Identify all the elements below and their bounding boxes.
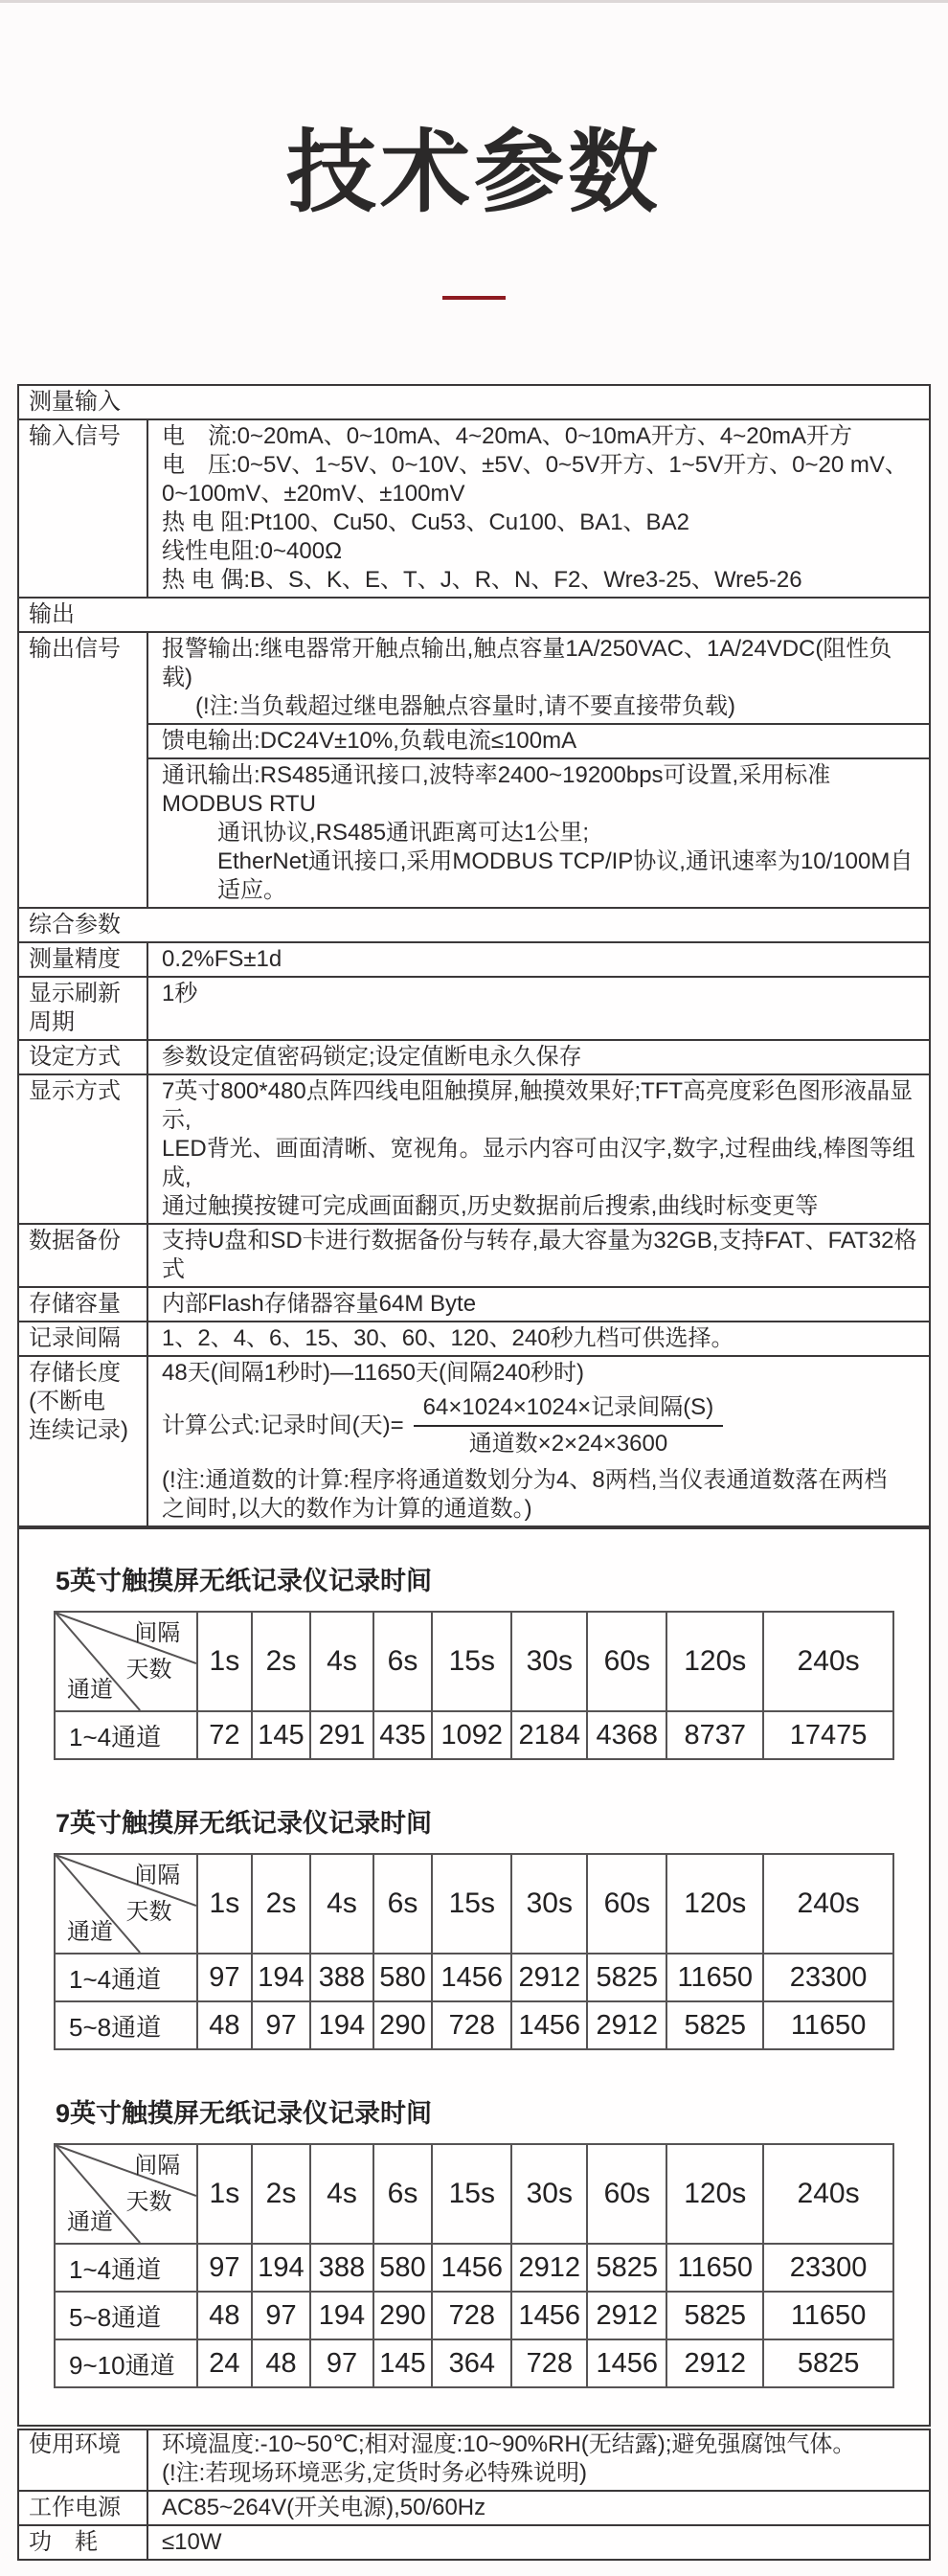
- corner-label-days: 天数: [125, 1657, 172, 1683]
- record-days-value-cell: 364: [432, 2339, 511, 2387]
- spec-row-value: 0.2%FS±1d: [162, 946, 282, 972]
- record-days-value-cell: 194: [310, 2001, 373, 2049]
- record-days-value-cell: 11650: [666, 1954, 763, 2001]
- record-days-value-cell: 2912: [511, 2244, 587, 2292]
- interval-header-cell: 30s: [511, 1612, 587, 1711]
- value-line: 通讯输出:RS485通讯接口,波特率2400~19200bps可设置,采用标准MODBUS RTU: [162, 762, 831, 817]
- record-time-formula: [162, 1393, 921, 1458]
- interval-header-cell: 120s: [666, 2144, 763, 2244]
- spec-row-label: 输入信号: [19, 420, 148, 597]
- spec-table: [17, 384, 931, 1527]
- record-days-value-cell: 2912: [511, 1954, 587, 2001]
- spec-section-header-row: [19, 907, 929, 941]
- record-days-value-cell: 1092: [432, 1711, 511, 1759]
- record-days-value-cell: 1456: [511, 2001, 587, 2049]
- record-table-row: [55, 2339, 893, 2387]
- record-table-row: [55, 2292, 893, 2339]
- channel-label-cell: 5~8通道: [55, 2292, 197, 2339]
- corner-label-interval: 间隔: [134, 1620, 181, 1646]
- record-table-row: [55, 2001, 893, 2049]
- page-title: 技术参数: [285, 122, 662, 222]
- diagonal-corner-cell: [55, 2144, 197, 2244]
- record-days-value-cell: 2912: [587, 2001, 666, 2049]
- spec-row-label: 功 耗: [19, 2526, 148, 2559]
- spec-row-accuracy: [19, 941, 929, 976]
- spec-row-value: [148, 420, 929, 597]
- spec-row-value: [148, 1357, 929, 1525]
- storage-range-line: 48天(间隔1秒时)—11650天(间隔240秒时): [162, 1360, 585, 1386]
- interval-header-cell: 4s: [310, 2144, 373, 2244]
- record-days-value-cell: 5825: [666, 2001, 763, 2049]
- channel-label-cell: 5~8通道: [55, 2001, 197, 2049]
- interval-header-cell: 240s: [763, 1854, 893, 1954]
- interval-header-cell: 240s: [763, 1612, 893, 1711]
- record-days-value-cell: 2912: [587, 2292, 666, 2339]
- interval-header-cell: 15s: [432, 1854, 511, 1954]
- spec-section-header-row: [19, 597, 929, 631]
- corner-label-channel: 通道: [67, 2209, 113, 2235]
- spec-row-value: 参数设定值密码锁定;设定值断电永久保存: [162, 1044, 582, 1070]
- record-table-container: [54, 1853, 894, 2050]
- value-line: 通讯协议,RS485通讯距离可达1公里;: [217, 820, 590, 846]
- interval-header-cell: 6s: [373, 2144, 432, 2244]
- value-line: LED背光、画面清晰、宽视角。显示内容可由汉字,数字,过程曲线,棒图等组成,: [162, 1136, 915, 1190]
- spec-row-label: 显示方式: [19, 1075, 148, 1223]
- record-days-value-cell: 290: [373, 2292, 432, 2339]
- record-table-title: 7英寸触摸屏无纸记录仪记录时间: [56, 1809, 433, 1838]
- value-line: 电 压:0~5V、1~5V、0~10V、±5V、0~5V开方、1~5V开方、0~20 mV、: [162, 452, 908, 478]
- env-row-power-supply: [19, 2490, 929, 2524]
- value-line-note: (!注:当负载超过继电器触点容量时,请不要直接带负载): [195, 693, 735, 719]
- spec-row-value: [148, 633, 929, 907]
- title-accent-underline: [442, 296, 506, 300]
- section-header-output: 输出: [29, 601, 75, 627]
- spec-row-label: 测量精度: [19, 943, 148, 976]
- record-days-value-cell: 11650: [666, 2244, 763, 2292]
- record-days-value-cell: 8737: [666, 1711, 763, 1759]
- value-line-note: 之间时,以大的数作为计算的通道数。): [162, 1496, 532, 1522]
- spec-row-value: AC85~264V(开关电源),50/60Hz: [162, 2495, 486, 2520]
- interval-header-cell: 30s: [511, 2144, 587, 2244]
- record-days-value-cell: 5825: [587, 2244, 666, 2292]
- record-time-table: [54, 1611, 894, 1760]
- spec-row-label: 使用环境: [19, 2429, 148, 2490]
- spec-row-storage-length: [19, 1355, 929, 1525]
- spec-row-label: 工作电源: [19, 2492, 148, 2524]
- record-days-value-cell: 291: [310, 1711, 373, 1759]
- interval-header-cell: 60s: [587, 2144, 666, 2244]
- spec-row-label: 记录间隔: [19, 1322, 148, 1355]
- value-line: 通过触摸按键可完成画面翻页,历史数据前后搜索,曲线时标变更等: [162, 1193, 819, 1219]
- interval-header-cell: 120s: [666, 1612, 763, 1711]
- corner-label-interval: 间隔: [134, 2153, 181, 2179]
- record-days-value-cell: 2184: [511, 1711, 587, 1759]
- record-days-value-cell: 145: [252, 1711, 310, 1759]
- interval-header-cell: 2s: [252, 2144, 310, 2244]
- section-header-measure-input: 测量输入: [29, 389, 121, 415]
- comm-output-cell: [148, 757, 929, 907]
- spec-row-value: 1秒: [162, 981, 198, 1006]
- value-line: 0~100mV、±20mV、±100mV: [162, 481, 465, 507]
- record-table-header-row: [55, 1854, 893, 1954]
- spec-row-value: [148, 1075, 929, 1223]
- label-line: 显示刷新: [29, 981, 121, 1006]
- record-days-value-cell: 17475: [763, 1711, 893, 1759]
- content-area: [17, 384, 931, 2561]
- interval-header-cell: 4s: [310, 1612, 373, 1711]
- record-table-container: [54, 1611, 894, 1760]
- record-days-value-cell: 728: [511, 2339, 587, 2387]
- label-line: (不断电: [29, 1389, 105, 1414]
- record-days-value-cell: 728: [432, 2292, 511, 2339]
- value-line: EtherNet通讯接口,采用MODBUS TCP/IP协议,通讯速率为10/100M自适应。: [217, 848, 914, 903]
- spec-row-label: 设定方式: [19, 1041, 148, 1073]
- interval-header-cell: 1s: [197, 2144, 252, 2244]
- label-line: 周期: [29, 1009, 75, 1035]
- record-table-block-7inch: [54, 1802, 894, 2050]
- value-line-note: (!注:若现场环境恶劣,定货时务必特殊说明): [162, 2460, 587, 2486]
- record-days-value-cell: 194: [252, 1954, 310, 2001]
- diagonal-corner-cell: [55, 1854, 197, 1954]
- corner-label-interval: 间隔: [134, 1863, 181, 1888]
- corner-label-days: 天数: [125, 2189, 172, 2215]
- interval-header-cell: 1s: [197, 1854, 252, 1954]
- record-days-value-cell: 728: [432, 2001, 511, 2049]
- spec-row-record-interval: [19, 1321, 929, 1355]
- spec-row-output-signal: [19, 631, 929, 907]
- record-table-row: [55, 2244, 893, 2292]
- spec-row-data-backup: [19, 1223, 929, 1286]
- channel-label-cell: 1~4通道: [55, 2244, 197, 2292]
- record-days-value-cell: 1456: [587, 2339, 666, 2387]
- record-days-value-cell: 48: [252, 2339, 310, 2387]
- record-days-value-cell: 97: [252, 2001, 310, 2049]
- value-line: 线性电阻:0~400Ω: [162, 538, 343, 564]
- spec-row-setting-mode: [19, 1039, 929, 1073]
- channel-label-cell: 9~10通道: [55, 2339, 197, 2387]
- record-days-value-cell: 580: [373, 1954, 432, 2001]
- spec-row-label: 输出信号: [19, 633, 148, 907]
- record-days-value-cell: 4368: [587, 1711, 666, 1759]
- spec-row-value: ≤10W: [162, 2529, 222, 2555]
- interval-header-cell: 60s: [587, 1854, 666, 1954]
- record-days-value-cell: 1456: [432, 2244, 511, 2292]
- spec-row-value: 支持U盘和SD卡进行数据备份与转存,最大容量为32GB,支持FAT、FAT32格式: [162, 1228, 917, 1282]
- value-line: 馈电输出:DC24V±10%,负载电流≤100mA: [162, 728, 577, 754]
- label-line: 连续记录): [29, 1417, 128, 1443]
- value-line: 热 电 偶:B、S、K、E、T、J、R、N、F2、Wre3-25、Wre5-26: [162, 567, 802, 593]
- record-days-value-cell: 24: [197, 2339, 252, 2387]
- spec-row-refresh-cycle: [19, 976, 929, 1039]
- record-days-value-cell: 72: [197, 1711, 252, 1759]
- interval-header-cell: 6s: [373, 1612, 432, 1711]
- value-line: 电 流:0~20mA、0~10mA、4~20mA、0~10mA开方、4~20mA开方: [162, 423, 852, 449]
- record-days-value-cell: 388: [310, 1954, 373, 2001]
- record-days-value-cell: 5825: [763, 2339, 893, 2387]
- diagonal-corner-cell: [55, 1612, 197, 1711]
- label-line: 存储长度: [29, 1360, 121, 1386]
- record-days-value-cell: 23300: [763, 2244, 893, 2292]
- record-table-row: [55, 1954, 893, 2001]
- record-table-block-9inch: [54, 2092, 894, 2388]
- interval-header-cell: 4s: [310, 1854, 373, 1954]
- value-line-note: (!注:通道数的计算:程序将通道数划分为4、8两档,当仪表通道数落在两档: [162, 1467, 888, 1493]
- record-table-row: [55, 1711, 893, 1759]
- spec-row-value: 内部Flash存储器容量64M Byte: [162, 1291, 477, 1317]
- alarm-output-cell: [148, 633, 929, 723]
- interval-header-cell: 120s: [666, 1854, 763, 1954]
- record-table-header-row: [55, 2144, 893, 2244]
- spec-row-storage-capacity: [19, 1286, 929, 1321]
- corner-label-days: 天数: [125, 1899, 172, 1925]
- record-time-table: [54, 1853, 894, 2050]
- interval-header-cell: 15s: [432, 2144, 511, 2244]
- top-strip: [0, 0, 948, 3]
- value-line: 报警输出:继电器常开触点输出,触点容量1A/250VAC、1A/24VDC(阻性负载): [162, 636, 892, 690]
- record-days-value-cell: 48: [197, 2292, 252, 2339]
- record-days-value-cell: 97: [197, 1954, 252, 2001]
- spec-row-value: 1、2、4、6、15、30、60、120、240秒九档可供选择。: [162, 1325, 734, 1351]
- corner-label-channel: 通道: [67, 1677, 113, 1703]
- env-row-power-consumption: [19, 2524, 929, 2559]
- record-days-value-cell: 194: [310, 2292, 373, 2339]
- record-days-value-cell: 5825: [587, 1954, 666, 2001]
- spec-row-label: 存储容量: [19, 1288, 148, 1321]
- spec-row-value: [148, 2429, 929, 2490]
- record-table-title: 9英寸触摸屏无纸记录仪记录时间: [56, 2099, 433, 2128]
- record-days-value-cell: 5825: [666, 2292, 763, 2339]
- spec-row-label: [19, 978, 148, 1039]
- spec-row-input-signal: [19, 418, 929, 597]
- record-days-value-cell: 388: [310, 2244, 373, 2292]
- channel-label-cell: 1~4通道: [55, 1954, 197, 2001]
- record-days-value-cell: 23300: [763, 1954, 893, 2001]
- feed-output-cell: [148, 723, 929, 757]
- formula-denominator: 通道数×2×24×3600: [468, 1431, 668, 1457]
- value-line: 环境温度:-10~50℃;相对湿度:10~90%RH(无结露);避免强腐蚀气体。: [162, 2431, 856, 2457]
- value-line: 7英寸800*480点阵四线电阻触摸屏,触摸效果好;TFT高亮度彩色图形液晶显示,: [162, 1078, 914, 1133]
- record-days-value-cell: 97: [310, 2339, 373, 2387]
- record-days-value-cell: 580: [373, 2244, 432, 2292]
- record-days-value-cell: 194: [252, 2244, 310, 2292]
- formula-prefix: 计算公式:记录时间(天)=: [162, 1412, 404, 1438]
- formula-numerator: 64×1024×1024×记录间隔(S): [414, 1393, 724, 1427]
- record-days-value-cell: 97: [197, 2244, 252, 2292]
- record-table-header-row: [55, 1612, 893, 1711]
- environment-table: [17, 2429, 931, 2561]
- interval-header-cell: 2s: [252, 1612, 310, 1711]
- record-days-value-cell: 97: [252, 2292, 310, 2339]
- record-days-value-cell: 48: [197, 2001, 252, 2049]
- section-header-general-params: 综合参数: [29, 912, 121, 938]
- record-table-container: [54, 2143, 894, 2388]
- formula-fraction: [414, 1393, 724, 1458]
- spec-row-display-mode: [19, 1073, 929, 1223]
- record-table-block-5inch: [54, 1560, 894, 1760]
- record-time-table: [54, 2143, 894, 2388]
- interval-header-cell: 2s: [252, 1854, 310, 1954]
- record-days-value-cell: 435: [373, 1711, 432, 1759]
- channel-label-cell: 1~4通道: [55, 1711, 197, 1759]
- interval-header-cell: 1s: [197, 1612, 252, 1711]
- record-table-title: 5英寸触摸屏无纸记录仪记录时间: [56, 1567, 433, 1595]
- record-days-value-cell: 11650: [763, 2001, 893, 2049]
- corner-label-channel: 通道: [67, 1919, 113, 1945]
- value-line: 热 电 阻:Pt100、Cu50、Cu53、Cu100、BA1、BA2: [162, 509, 689, 535]
- interval-header-cell: 60s: [587, 1612, 666, 1711]
- record-days-value-cell: 11650: [763, 2292, 893, 2339]
- record-days-value-cell: 290: [373, 2001, 432, 2049]
- interval-header-cell: 240s: [763, 2144, 893, 2244]
- record-tables-box: [17, 1527, 931, 2427]
- interval-header-cell: 6s: [373, 1854, 432, 1954]
- record-days-value-cell: 2912: [666, 2339, 763, 2387]
- spec-section-header-row: [19, 386, 929, 418]
- interval-header-cell: 30s: [511, 1854, 587, 1954]
- record-days-value-cell: 1456: [432, 1954, 511, 2001]
- interval-header-cell: 15s: [432, 1612, 511, 1711]
- record-days-value-cell: 1456: [511, 2292, 587, 2339]
- env-row-environment: [19, 2429, 929, 2490]
- record-days-value-cell: 145: [373, 2339, 432, 2387]
- spec-row-label: 数据备份: [19, 1225, 148, 1286]
- spec-row-label: [19, 1357, 148, 1525]
